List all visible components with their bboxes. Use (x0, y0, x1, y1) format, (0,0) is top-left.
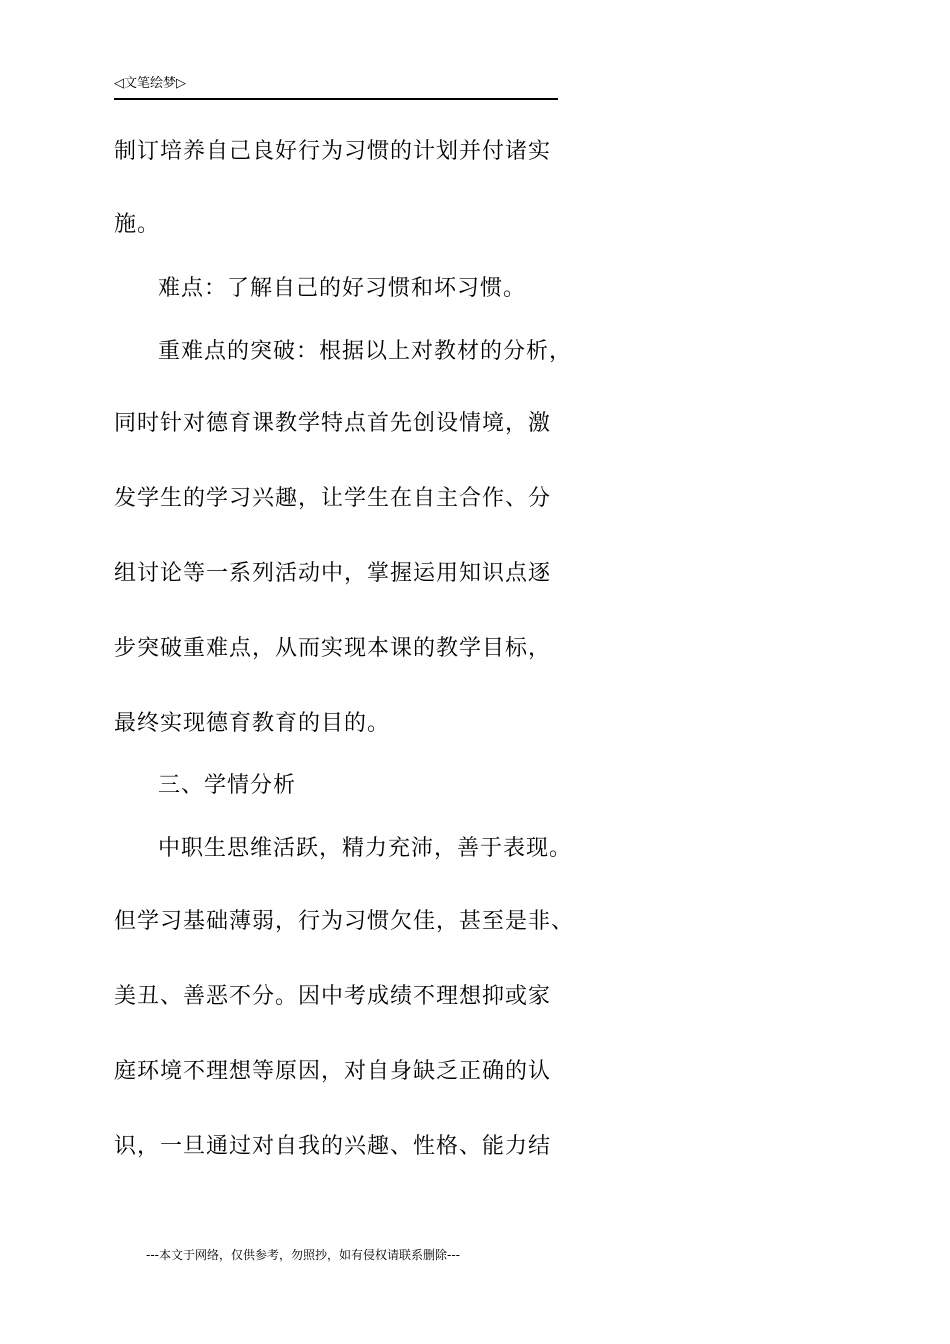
text-line: 但学习基础薄弱，行为习惯欠佳，甚至是非、 (114, 909, 575, 934)
section-heading: 三、学情分析 (158, 773, 297, 798)
text-line: 同时针对德育课教学特点首先创设情境，激 (114, 411, 552, 436)
text-line: 制订培养自己良好行为习惯的计划并付诸实 (114, 139, 552, 164)
text-line: 识，一旦通过对自我的兴趣、性格、能力结 (114, 1134, 552, 1159)
text-line: 步突破重难点，从而实现本课的教学目标， (114, 636, 552, 661)
page-footer: ---本文于网络，仅供参考，勿照抄，如有侵权请联系删除--- (146, 1248, 460, 1262)
page-header (114, 74, 558, 100)
text-line: 组讨论等一系列活动中，掌握运用知识点逐 (114, 561, 552, 586)
header-title: ◁文笔绘梦▷ (114, 76, 186, 91)
text-line: 最终实现德育教育的目的。 (114, 711, 391, 736)
text-line: 中职生思维活跃，精力充沛，善于表现。 (158, 836, 573, 861)
text-line: 施。 (114, 212, 161, 237)
text-line: 发学生的学习兴趣，让学生在自主合作、分 (114, 486, 552, 511)
text-line: 庭环境不理想等原因，对自身缺乏正确的认 (114, 1059, 552, 1084)
text-line: 美丑、善恶不分。因中考成绩不理想抑或家 (114, 984, 552, 1009)
text-line: 重难点的突破：根据以上对教材的分析， (158, 339, 573, 364)
text-line: 难点：了解自己的好习惯和坏习惯。 (158, 276, 527, 301)
